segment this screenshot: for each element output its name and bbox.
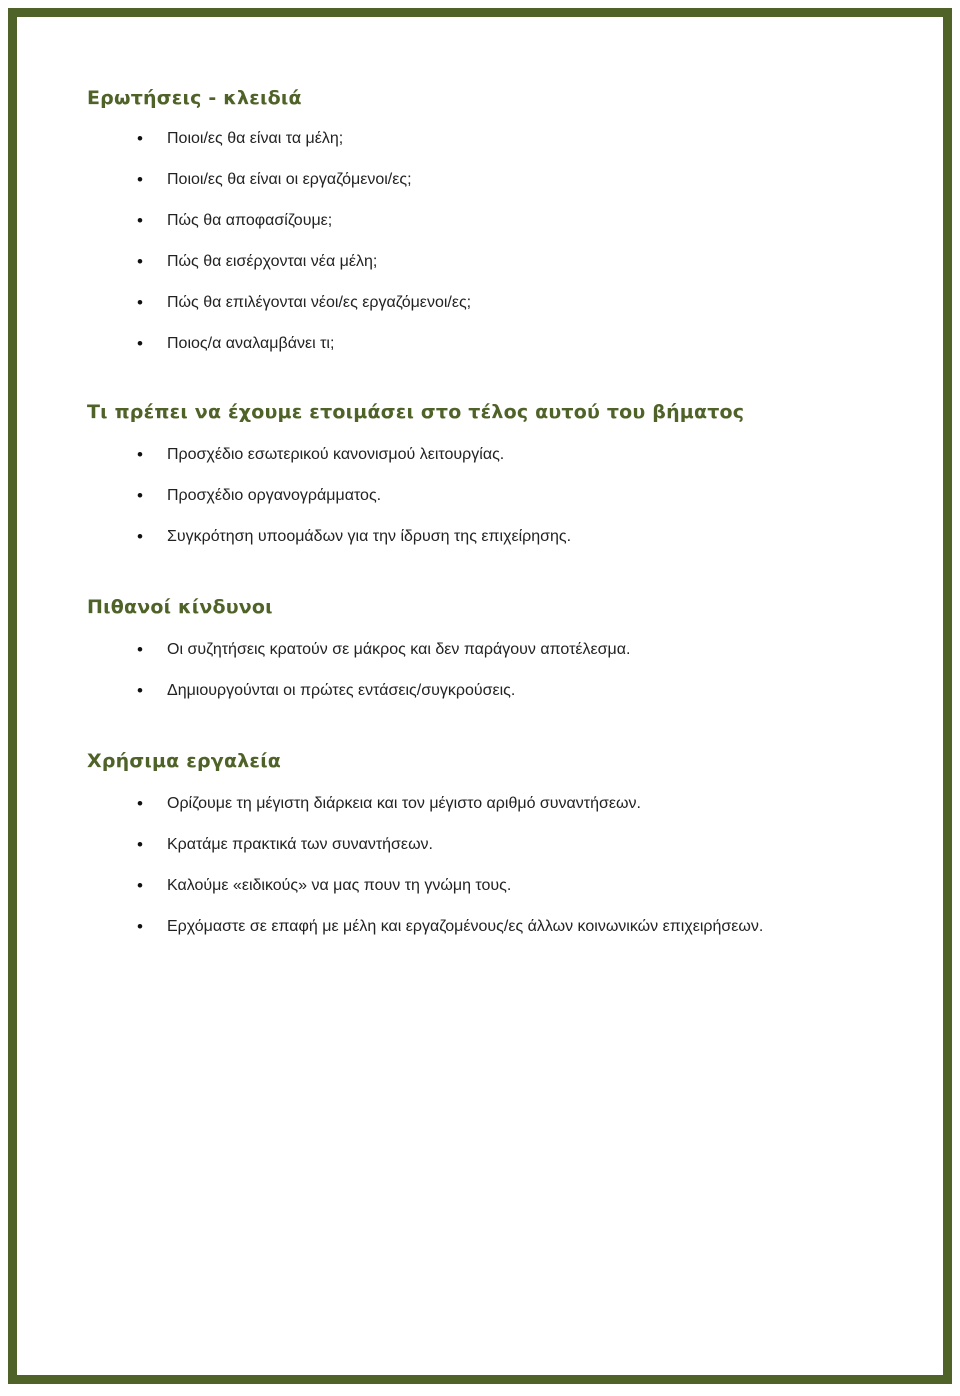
list-item-text: Ορίζουμε τη μέγιστη διάρκεια και τον μέγιστο αριθμό συναντήσεων. xyxy=(167,795,641,812)
bullet-icon: • xyxy=(137,876,143,895)
list-item-text: Οι συζητήσεις κρατούν σε μάκρος και δεν παράγουν αποτέλεσμα. xyxy=(167,641,631,658)
list-item xyxy=(87,516,887,557)
section-key-questions xyxy=(87,84,887,364)
list-item xyxy=(87,434,887,475)
list-item xyxy=(87,241,887,282)
list-item-text: Πώς θα εισέρχονται νέα μέλη; xyxy=(167,253,378,270)
list-item-text: Προσχέδιο οργανογράμματος. xyxy=(167,487,382,504)
bullet-icon: • xyxy=(137,170,143,189)
section-heading: Χρήσιμα εργαλεία xyxy=(87,750,282,772)
bullet-icon: • xyxy=(137,794,143,813)
list-item-text: Καλούμε «ειδικούς» να μας πουν τη γνώμη τους. xyxy=(167,877,512,894)
bullet-list xyxy=(87,434,887,557)
list-item xyxy=(87,159,887,200)
bullet-list xyxy=(87,783,887,947)
bullet-icon: • xyxy=(137,293,143,312)
bullet-icon: • xyxy=(137,640,143,659)
bullet-icon: • xyxy=(137,917,143,936)
section-useful-tools xyxy=(87,747,887,947)
section-deliverables xyxy=(87,398,887,557)
list-item xyxy=(87,475,887,516)
list-item-text: Ερχόμαστε σε επαφή με μέλη και εργαζομένους/ες άλλων κοινωνικών επιχειρήσεων. xyxy=(167,918,764,935)
section-heading: Πιθανοί κίνδυνοι xyxy=(87,596,273,618)
list-item xyxy=(87,323,887,364)
section-heading: Τι πρέπει να έχουμε ετοιμάσει στο τέλος αυτού του βήματος xyxy=(87,401,745,423)
section-heading: Ερωτήσεις - κλειδιά xyxy=(87,87,302,109)
list-item-text: Πώς θα αποφασίζουμε; xyxy=(167,212,333,229)
list-item-text: Ποιοι/ες θα είναι τα μέλη; xyxy=(167,130,344,147)
list-item xyxy=(87,282,887,323)
bullet-icon: • xyxy=(137,211,143,230)
list-item xyxy=(87,670,887,711)
list-item xyxy=(87,906,887,947)
list-item-text: Ποιος/α αναλαμβάνει τι; xyxy=(167,335,335,352)
section-risks xyxy=(87,593,887,711)
document-body xyxy=(87,84,887,947)
bullet-icon: • xyxy=(137,334,143,353)
bullet-icon: • xyxy=(137,445,143,464)
bullet-list xyxy=(87,118,887,364)
bullet-icon: • xyxy=(137,129,143,148)
bullet-icon: • xyxy=(137,681,143,700)
list-item-text: Πώς θα επιλέγονται νέοι/ες εργαζόμενοι/ες; xyxy=(167,294,472,311)
list-item-text: Κρατάμε πρακτικά των συναντήσεων. xyxy=(167,836,433,853)
bullet-icon: • xyxy=(137,527,143,546)
bullet-icon: • xyxy=(137,835,143,854)
list-item-text: Ποιοι/ες θα είναι οι εργαζόμενοι/ες; xyxy=(167,171,412,188)
list-item xyxy=(87,118,887,159)
list-item xyxy=(87,865,887,906)
list-item-text: Συγκρότηση υποομάδων για την ίδρυση της επιχείρησης. xyxy=(167,528,572,545)
list-item xyxy=(87,783,887,824)
list-item xyxy=(87,629,887,670)
list-item-text: Προσχέδιο εσωτερικού κανονισμού λειτουργίας. xyxy=(167,446,505,463)
bullet-icon: • xyxy=(137,252,143,271)
list-item xyxy=(87,200,887,241)
list-item xyxy=(87,824,887,865)
bullet-list xyxy=(87,629,887,711)
bullet-icon: • xyxy=(137,486,143,505)
list-item-text: Δημιουργούνται οι πρώτες εντάσεις/συγκρούσεις. xyxy=(167,682,516,699)
